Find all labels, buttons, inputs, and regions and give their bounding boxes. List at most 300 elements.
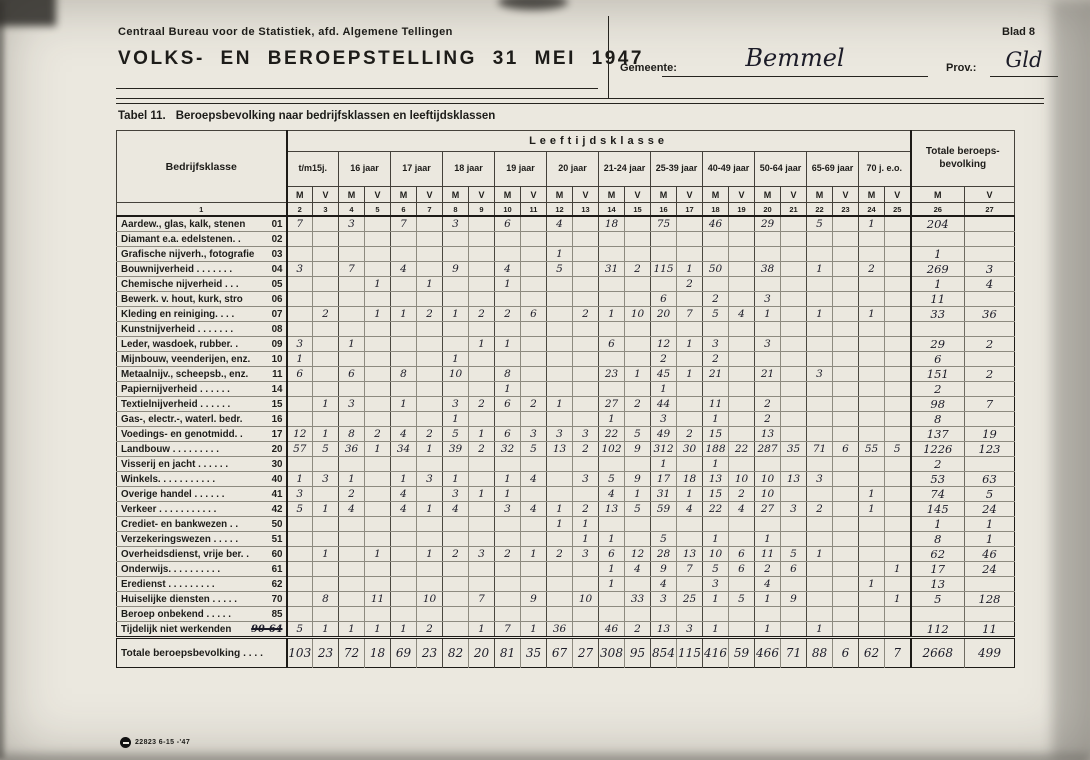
data-cell: 2 <box>573 442 599 457</box>
row-code: 60 <box>271 548 283 560</box>
total-cell: 1226 <box>911 442 965 457</box>
prov-value: Gld <box>990 48 1058 77</box>
data-cell <box>573 292 599 307</box>
column-number: 15 <box>625 203 651 217</box>
total-cell: 8 <box>911 412 965 427</box>
data-cell <box>781 532 807 547</box>
data-cell: 5 <box>885 442 911 457</box>
data-cell <box>469 382 495 397</box>
table-row <box>117 502 1015 517</box>
total-row <box>117 638 1015 668</box>
total-cell <box>965 412 1015 427</box>
total-cell: 204 <box>911 216 965 232</box>
data-cell: 1 <box>755 592 781 607</box>
total-cell: 7 <box>965 397 1015 412</box>
data-cell <box>885 502 911 517</box>
total-cell <box>965 292 1015 307</box>
data-cell: 2 <box>365 427 391 442</box>
data-cell: 67 <box>547 638 573 668</box>
column-number: 11 <box>521 203 547 217</box>
data-cell: 3 <box>469 547 495 562</box>
data-cell <box>677 216 703 232</box>
data-cell: 3 <box>287 262 313 277</box>
row-label: Tijdelijk niet werkenden <box>121 623 232 635</box>
data-cell: 13 <box>547 442 573 457</box>
data-cell <box>365 262 391 277</box>
data-cell <box>885 277 911 292</box>
data-cell: 1 <box>755 532 781 547</box>
data-cell: 69 <box>391 638 417 668</box>
data-cell: 9 <box>521 592 547 607</box>
data-cell <box>469 292 495 307</box>
data-cell: 7 <box>677 307 703 322</box>
data-cell <box>833 472 859 487</box>
data-cell <box>365 352 391 367</box>
data-cell <box>339 577 365 592</box>
data-cell <box>469 457 495 472</box>
data-cell <box>365 382 391 397</box>
data-cell: 3 <box>495 502 521 517</box>
data-cell <box>677 607 703 622</box>
data-cell <box>833 547 859 562</box>
data-cell: 44 <box>651 397 677 412</box>
table-row <box>117 216 1015 232</box>
total-cell <box>965 607 1015 622</box>
data-cell <box>729 427 755 442</box>
data-cell: 1 <box>365 622 391 638</box>
data-cell <box>339 292 365 307</box>
data-cell <box>859 337 885 352</box>
data-cell <box>833 352 859 367</box>
data-cell: 416 <box>703 638 729 668</box>
data-cell <box>469 277 495 292</box>
data-cell: 5 <box>625 427 651 442</box>
data-cell <box>417 487 443 502</box>
data-cell <box>807 412 833 427</box>
data-cell: 4 <box>625 562 651 577</box>
data-cell: 71 <box>807 442 833 457</box>
data-cell <box>573 367 599 382</box>
table-row <box>117 532 1015 547</box>
column-number: 20 <box>755 203 781 217</box>
data-cell <box>391 547 417 562</box>
row-label: Visserij en jacht . . . . . . <box>121 458 229 470</box>
data-cell <box>807 292 833 307</box>
data-cell: 308 <box>599 638 625 668</box>
row-code: 10 <box>271 353 283 365</box>
data-cell: 2 <box>495 307 521 322</box>
data-cell: 3 <box>677 622 703 638</box>
row-code: 40 <box>271 473 283 485</box>
table-title-text: Beroepsbevolking naar bedrijfsklassen en leeftijdsklassen <box>175 110 496 122</box>
mv-header: V <box>365 187 391 203</box>
column-number: 8 <box>443 203 469 217</box>
data-cell: 75 <box>651 216 677 232</box>
data-cell <box>833 607 859 622</box>
data-cell <box>365 216 391 232</box>
data-cell: 2 <box>755 397 781 412</box>
age-group-header: 18 jaar <box>443 152 495 187</box>
data-cell <box>521 216 547 232</box>
data-cell: 1 <box>287 472 313 487</box>
data-cell <box>313 247 339 262</box>
scan-artifact <box>0 0 56 26</box>
data-cell: 13 <box>781 472 807 487</box>
data-cell: 6 <box>729 547 755 562</box>
data-cell <box>781 517 807 532</box>
data-cell: 2 <box>625 397 651 412</box>
data-cell: 1 <box>495 472 521 487</box>
data-cell <box>495 292 521 307</box>
data-cell <box>625 352 651 367</box>
data-cell: 1 <box>469 487 495 502</box>
data-cell <box>703 277 729 292</box>
data-cell <box>677 247 703 262</box>
data-cell <box>313 262 339 277</box>
data-cell <box>885 352 911 367</box>
data-cell: 59 <box>729 638 755 668</box>
data-cell <box>287 532 313 547</box>
column-number: 3 <box>313 203 339 217</box>
data-cell: 6 <box>651 292 677 307</box>
mv-header: M <box>547 187 573 203</box>
data-cell: 1 <box>677 367 703 382</box>
data-cell <box>573 562 599 577</box>
data-cell <box>443 322 469 337</box>
data-cell <box>781 487 807 502</box>
header-divider <box>608 16 609 98</box>
data-cell: 1 <box>365 547 391 562</box>
row-code: 62 <box>271 578 283 590</box>
data-cell: 6 <box>495 216 521 232</box>
data-cell <box>833 247 859 262</box>
data-cell <box>833 517 859 532</box>
data-cell: 2 <box>469 307 495 322</box>
data-cell <box>287 457 313 472</box>
data-cell: 11 <box>755 547 781 562</box>
data-cell: 8 <box>313 592 339 607</box>
data-cell: 28 <box>651 547 677 562</box>
data-cell <box>339 562 365 577</box>
total-cell: 13 <box>911 577 965 592</box>
data-cell: 6 <box>833 638 859 668</box>
data-cell: 4 <box>755 577 781 592</box>
data-cell <box>547 592 573 607</box>
data-cell: 3 <box>287 487 313 502</box>
data-cell: 5 <box>547 262 573 277</box>
data-cell: 2 <box>339 487 365 502</box>
table-row <box>117 472 1015 487</box>
total-cell: 123 <box>965 442 1015 457</box>
data-cell: 2 <box>521 397 547 412</box>
data-cell <box>313 382 339 397</box>
data-cell <box>807 427 833 442</box>
data-cell <box>755 277 781 292</box>
column-number: 13 <box>573 203 599 217</box>
data-cell <box>443 592 469 607</box>
table-row <box>117 232 1015 247</box>
data-cell: 102 <box>599 442 625 457</box>
data-cell: 18 <box>599 216 625 232</box>
data-cell: 4 <box>729 307 755 322</box>
data-cell <box>365 517 391 532</box>
data-cell <box>521 322 547 337</box>
data-cell: 5 <box>729 592 755 607</box>
row-label: Grafische nijverh., fotografie <box>121 248 255 260</box>
data-cell <box>729 457 755 472</box>
data-cell <box>859 397 885 412</box>
data-cell <box>495 592 521 607</box>
data-cell: 1 <box>599 412 625 427</box>
data-cell: 1 <box>417 442 443 457</box>
mv-header: V <box>781 187 807 203</box>
data-cell: 3 <box>651 592 677 607</box>
data-cell <box>417 292 443 307</box>
row-label: Onderwijs. . . . . . . . . . <box>121 563 221 575</box>
data-cell <box>521 262 547 277</box>
data-cell: 1 <box>859 307 885 322</box>
row-label: Landbouw . . . . . . . . . <box>121 443 219 455</box>
data-cell <box>287 607 313 622</box>
data-cell <box>313 232 339 247</box>
data-cell: 1 <box>365 277 391 292</box>
data-cell <box>443 382 469 397</box>
data-cell: 5 <box>443 427 469 442</box>
data-cell <box>885 397 911 412</box>
data-cell: 3 <box>573 472 599 487</box>
column-number: 27 <box>965 203 1015 217</box>
column-number: 12 <box>547 203 573 217</box>
data-cell <box>573 382 599 397</box>
data-cell <box>755 457 781 472</box>
data-cell: 23 <box>313 638 339 668</box>
column-number: 18 <box>703 203 729 217</box>
data-cell <box>677 397 703 412</box>
data-cell <box>859 547 885 562</box>
data-cell: 1 <box>625 487 651 502</box>
column-number: 2 <box>287 203 313 217</box>
data-cell <box>729 262 755 277</box>
data-cell <box>625 292 651 307</box>
data-cell <box>859 277 885 292</box>
data-cell <box>339 592 365 607</box>
data-cell: 5 <box>703 562 729 577</box>
data-cell <box>677 322 703 337</box>
data-cell <box>781 307 807 322</box>
data-cell: 3 <box>287 337 313 352</box>
data-cell <box>365 502 391 517</box>
data-cell: 9 <box>781 592 807 607</box>
data-cell: 17 <box>651 472 677 487</box>
data-cell <box>781 382 807 397</box>
data-cell <box>729 532 755 547</box>
data-cell <box>781 427 807 442</box>
data-cell <box>729 577 755 592</box>
total-cell: 1 <box>911 247 965 262</box>
data-cell <box>313 457 339 472</box>
data-cell <box>625 412 651 427</box>
data-cell <box>729 292 755 307</box>
data-cell <box>339 382 365 397</box>
data-cell <box>391 337 417 352</box>
row-label: Leder, wasdoek, rubber. . <box>121 338 239 350</box>
header-double-rule <box>116 98 1044 104</box>
total-cell <box>911 322 965 337</box>
data-cell <box>625 607 651 622</box>
data-cell <box>313 607 339 622</box>
table-row <box>117 457 1015 472</box>
age-group-header: 17 jaar <box>391 152 443 187</box>
data-cell: 1 <box>807 307 833 322</box>
data-cell: 1 <box>885 562 911 577</box>
data-cell <box>469 322 495 337</box>
data-cell <box>443 277 469 292</box>
data-cell: 2 <box>807 502 833 517</box>
column-number: 21 <box>781 203 807 217</box>
data-cell <box>677 292 703 307</box>
data-cell <box>703 607 729 622</box>
row-code: 30 <box>271 458 283 470</box>
data-cell: 1 <box>677 262 703 277</box>
data-cell: 59 <box>651 502 677 517</box>
data-cell: 22 <box>729 442 755 457</box>
data-cell: 57 <box>287 442 313 457</box>
row-code: 50 <box>271 518 283 530</box>
data-cell: 1 <box>573 517 599 532</box>
data-cell: 2 <box>417 622 443 638</box>
data-cell: 5 <box>781 547 807 562</box>
data-cell <box>365 247 391 262</box>
total-cell <box>965 457 1015 472</box>
data-cell <box>781 322 807 337</box>
data-cell: 1 <box>547 517 573 532</box>
data-cell <box>573 487 599 502</box>
data-cell: 12 <box>651 337 677 352</box>
data-cell <box>521 232 547 247</box>
data-cell: 1 <box>859 577 885 592</box>
table-row <box>117 337 1015 352</box>
table-row <box>117 382 1015 397</box>
data-cell <box>885 367 911 382</box>
mv-header: M <box>807 187 833 203</box>
data-cell <box>859 427 885 442</box>
data-cell: 1 <box>495 382 521 397</box>
total-cell: 1 <box>965 532 1015 547</box>
data-cell: 1 <box>859 502 885 517</box>
data-cell <box>729 337 755 352</box>
data-cell <box>807 232 833 247</box>
data-cell: 11 <box>365 592 391 607</box>
mv-header: M <box>599 187 625 203</box>
data-cell: 1 <box>703 457 729 472</box>
table-row <box>117 352 1015 367</box>
data-cell: 1 <box>365 442 391 457</box>
data-cell: 1 <box>885 592 911 607</box>
bedrijfsklasse-header: Bedrijfsklasse <box>117 131 287 203</box>
data-cell <box>339 532 365 547</box>
data-cell <box>703 247 729 262</box>
data-cell <box>391 517 417 532</box>
table-row <box>117 622 1015 638</box>
data-cell <box>729 322 755 337</box>
data-cell: 12 <box>287 427 313 442</box>
data-cell: 103 <box>287 638 313 668</box>
table-row <box>117 292 1015 307</box>
data-cell <box>625 532 651 547</box>
data-cell <box>547 562 573 577</box>
row-label: Huiselijke diensten . . . . . <box>121 593 237 605</box>
data-cell <box>391 592 417 607</box>
data-cell: 7 <box>885 638 911 668</box>
row-label: Gas-, electr.-, waterl. bedr. <box>121 413 243 425</box>
data-cell <box>313 216 339 232</box>
data-cell: 1 <box>651 382 677 397</box>
table-row <box>117 577 1015 592</box>
table-row <box>117 412 1015 427</box>
data-cell: 38 <box>755 262 781 277</box>
data-cell <box>885 216 911 232</box>
data-cell <box>703 232 729 247</box>
data-cell <box>469 367 495 382</box>
data-cell <box>755 232 781 247</box>
data-cell <box>495 352 521 367</box>
row-label: Mijnbouw, veenderijen, enz. <box>121 353 251 365</box>
data-cell <box>729 412 755 427</box>
data-cell <box>547 337 573 352</box>
data-cell <box>443 457 469 472</box>
data-cell <box>807 247 833 262</box>
data-cell <box>885 262 911 277</box>
data-cell: 1 <box>521 622 547 638</box>
data-cell <box>599 247 625 262</box>
data-cell <box>599 607 625 622</box>
data-cell <box>417 532 443 547</box>
row-code: 01 <box>271 218 283 230</box>
data-cell <box>833 577 859 592</box>
data-cell <box>729 216 755 232</box>
column-number: 5 <box>365 203 391 217</box>
data-cell: 71 <box>781 638 807 668</box>
data-cell <box>677 232 703 247</box>
data-cell <box>781 262 807 277</box>
data-cell: 1 <box>625 367 651 382</box>
data-cell: 1 <box>495 277 521 292</box>
data-cell <box>807 577 833 592</box>
data-cell <box>599 352 625 367</box>
data-cell <box>365 607 391 622</box>
data-cell <box>339 247 365 262</box>
data-cell <box>391 232 417 247</box>
total-cell: 269 <box>911 262 965 277</box>
data-cell <box>859 382 885 397</box>
table-row <box>117 397 1015 412</box>
data-cell <box>625 517 651 532</box>
data-cell: 55 <box>859 442 885 457</box>
data-cell <box>807 532 833 547</box>
data-cell <box>547 277 573 292</box>
data-cell: 10 <box>417 592 443 607</box>
mv-header: M <box>443 187 469 203</box>
data-cell <box>521 517 547 532</box>
data-cell: 287 <box>755 442 781 457</box>
table-row <box>117 517 1015 532</box>
data-cell <box>287 517 313 532</box>
age-group-header: 21-24 jaar <box>599 152 651 187</box>
table-row <box>117 277 1015 292</box>
mv-header: V <box>965 187 1015 203</box>
data-cell: 1 <box>651 457 677 472</box>
data-cell: 4 <box>443 502 469 517</box>
